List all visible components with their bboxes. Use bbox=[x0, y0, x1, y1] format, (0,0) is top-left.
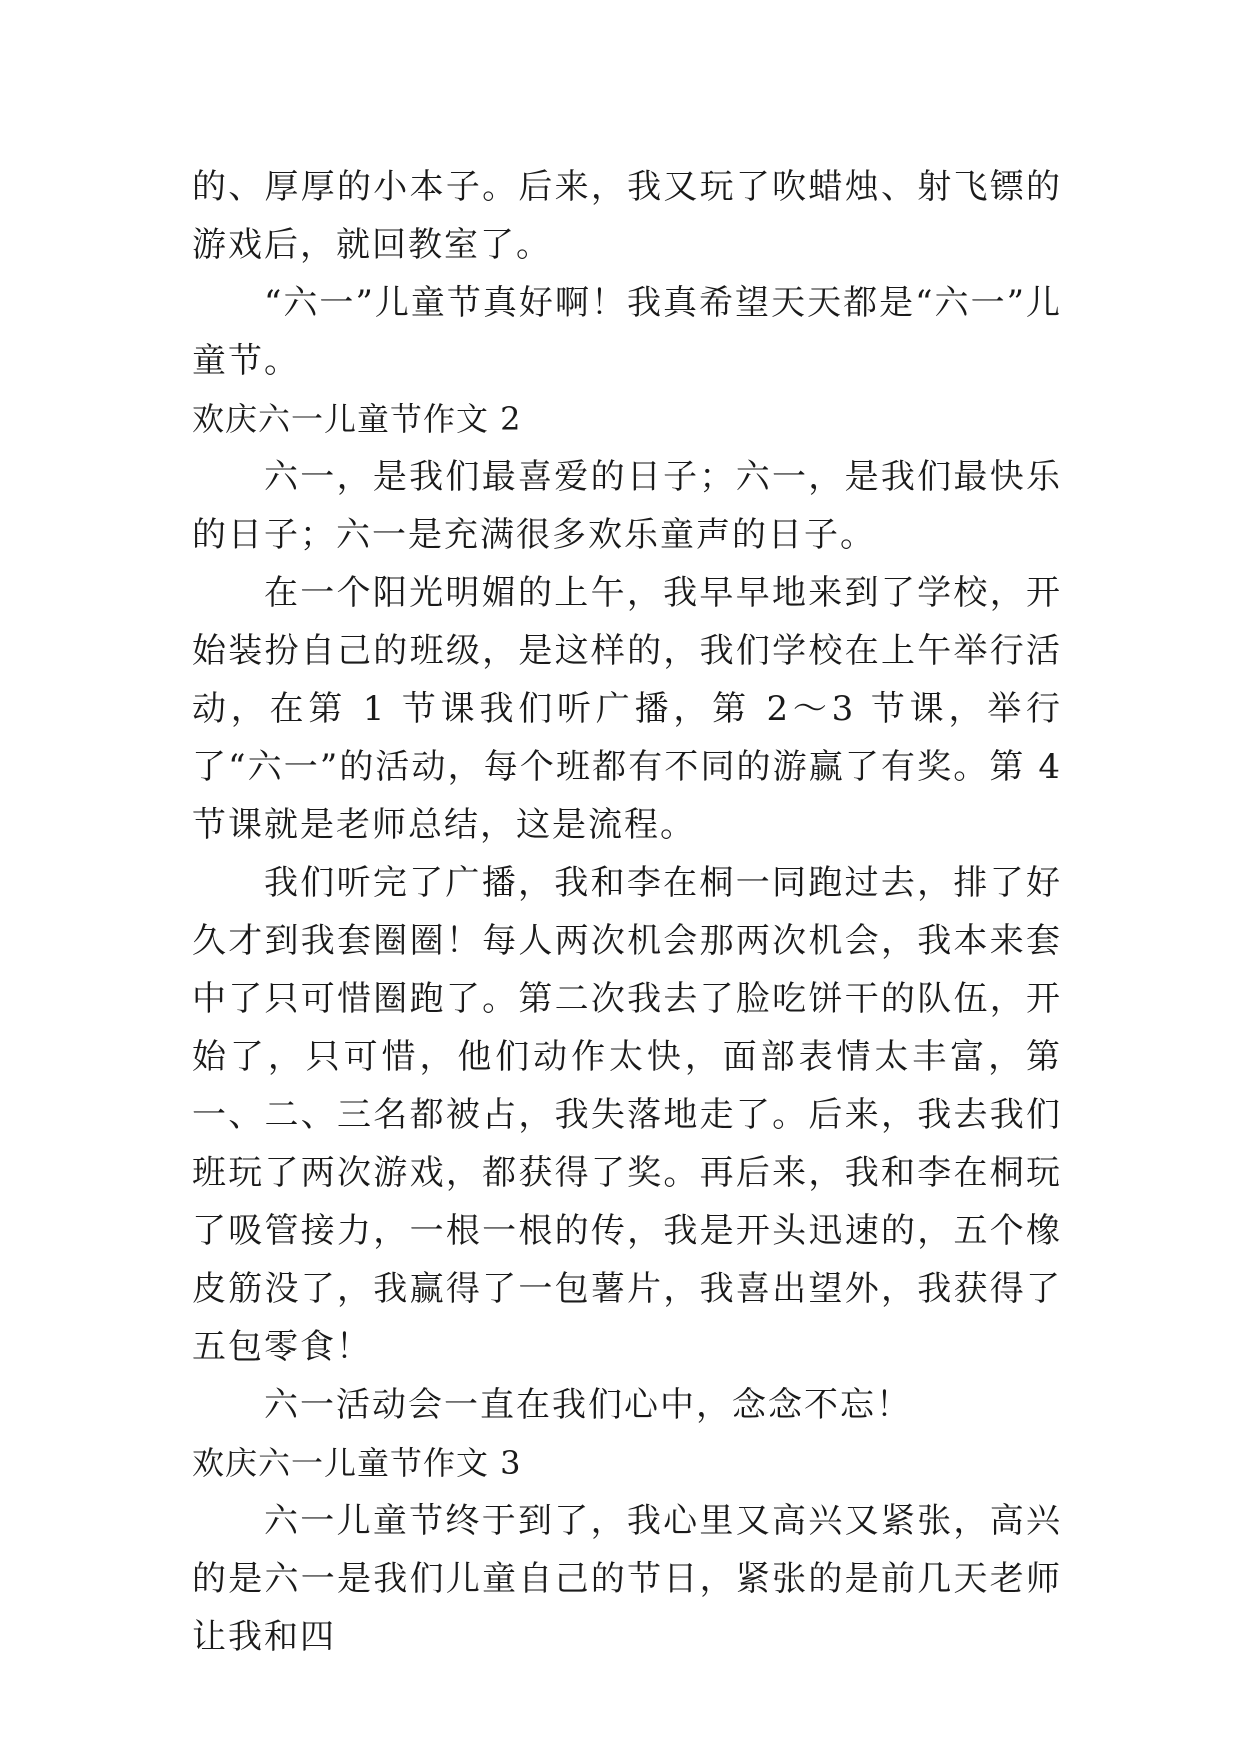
paragraph-4: 在一个阳光明媚的上午，我早早地来到了学校，开始装扮自己的班级，是这样的，我们学校在上午举行活动，在第 1 节课我们听广播，第 2～3 节课，举行了“六一”的活动，每个班都有不同的游赢了有奖。第 4 节课就是老师总结，这是流程。 bbox=[192, 573, 1062, 845]
section-heading-2: 欢庆六一儿童节作文 2 bbox=[192, 400, 522, 438]
paragraph-5: 我们听完了广播，我和李在桐一同跑过去，排了好久才到我套圈圈！每人两次机会那两次机会，我本来套中了只可惜圈跑了。第二次我去了脸吃饼干的队伍，开始了，只可惜，他们动作太快，面部表情太丰富，第一、二、三名都被占，我失落地走了。后来，我去我们班玩了两次游戏，都获得了奖。再后来，我和李在桐玩了吸管接力，一根一根的传，我是开头迅速的，五个橡皮筋没了，我赢得了一包薯片，我喜出望外，我获得了五包零食！ bbox=[192, 863, 1062, 1367]
paragraph-7: 六一儿童节终于到了，我心里又高兴又紧张，高兴的是六一是我们儿童自己的节日，紧张的是前几天老师让我和四 bbox=[192, 1501, 1062, 1657]
document-body bbox=[192, 158, 1062, 1666]
paragraph-1: 的、厚厚的小本子。后来，我又玩了吹蜡烛、射飞镖的游戏后，就回教室了。 bbox=[192, 167, 1062, 265]
paragraph-3: 六一，是我们最喜爱的日子；六一，是我们最快乐的日子；六一是充满很多欢乐童声的日子。 bbox=[192, 457, 1062, 555]
paragraph-6: 六一活动会一直在我们心中，念念不忘！ bbox=[264, 1385, 912, 1425]
section-heading-3: 欢庆六一儿童节作文 3 bbox=[192, 1444, 522, 1482]
paragraph-2: “六一”儿童节真好啊！我真希望天天都是“六一”儿童节。 bbox=[192, 283, 1062, 381]
